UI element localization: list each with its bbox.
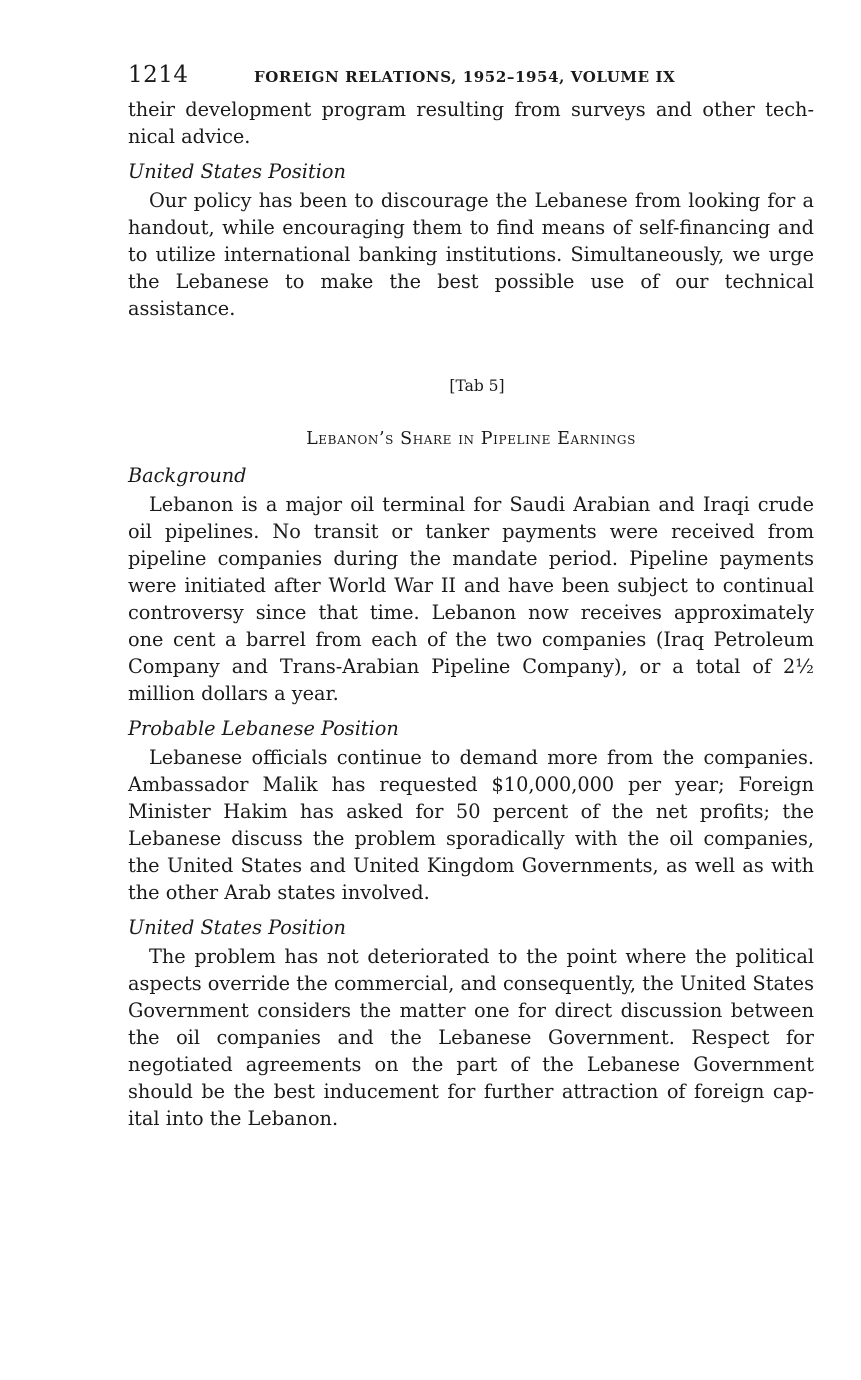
volume-title: FOREIGN RELATIONS, 1952–1954, VOLUME IX xyxy=(254,68,676,86)
running-header xyxy=(128,62,814,96)
continued-paragraph: their development program resulting from surveys and other technical advice. xyxy=(128,98,814,148)
prior-us-position-heading: United States Position xyxy=(128,160,346,183)
us-position-heading: United States Position xyxy=(128,916,346,939)
lebanese-position-paragraph: Lebanese officials continue to demand more from the companies. Ambassador Malik has requested $10,000,000 per year; Foreign Minister Hakim has asked for 50 percent of the net profits; the Lebanese discuss the problem sporadically with the oil companies, the United States and United Kingdom Governments, as well as with the other Arab states involved. xyxy=(128,746,814,904)
background-heading: Background xyxy=(128,464,247,487)
us-position-paragraph: The problem has not deteriorated to the point where the political aspects override the commercial, and consequently, the United States Government considers the matter one for direct discussion between the oil companies and the Lebanese Government. Respect for negotiated agreements on the part of the Lebanese Government should be the best inducement for further attraction of foreign capital into the Lebanon. xyxy=(128,945,814,1130)
page-number: 1214 xyxy=(128,62,189,88)
section-title: Lebanon’s Share in Pipeline Earnings xyxy=(306,429,636,449)
prior-us-position-paragraph: Our policy has been to discourage the Lebanese from looking for a handout, while encouraging them to find means of self-financing and to utilize international banking institutions. Simultaneously, we urge the Lebanese to make the best possible use of our technical assistance. xyxy=(128,189,814,320)
tab-label: [Tab 5] xyxy=(449,377,505,395)
document-page xyxy=(128,62,814,1132)
background-paragraph: Lebanon is a major oil terminal for Saudi Arabian and Iraqi crude oil pipelines. No transit or tanker payments were received from pipeline companies during the mandate period. Pipeline payments were initiated after World War II and have been subject to continual controversy since that time. Lebanon now receives approximately one cent a barrel from each of the two companies (Iraq Petroleum Company and Trans-Arabian Pipeline Company), or a total of 2½ million dollars a year. xyxy=(128,493,814,705)
lebanese-position-heading: Probable Lebanese Position xyxy=(128,717,399,740)
